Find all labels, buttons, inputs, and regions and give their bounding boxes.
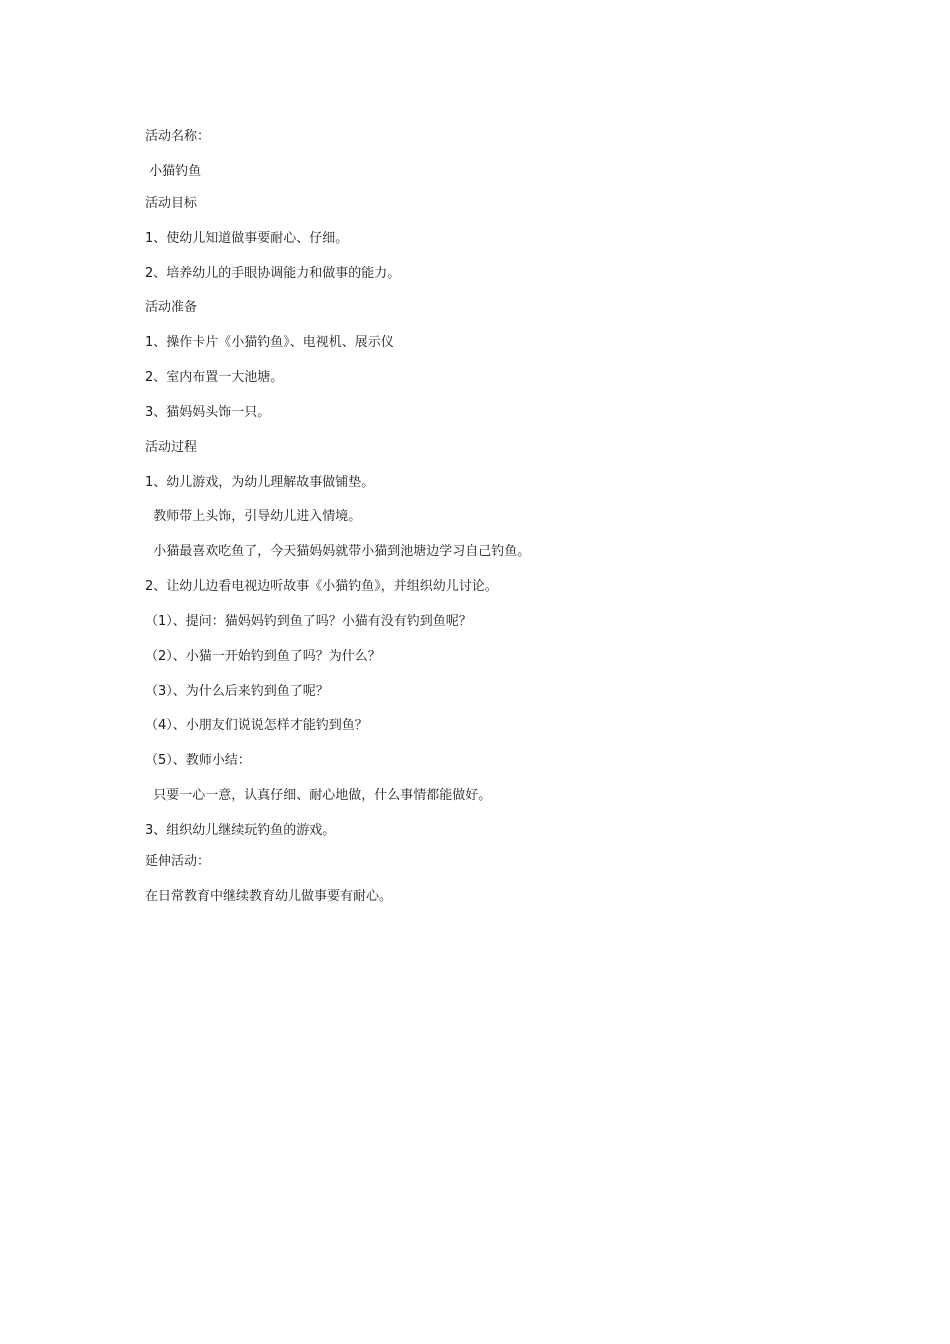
process-item-1-detail-2: 小猫最喜欢吃鱼了，今天猫妈妈就带小猫到池塘边学习自己钓鱼。 [145,544,531,559]
heading-activity-process: 活动过程 [145,440,198,455]
question-2: （2）、小猫一开始钓到鱼了吗？为什么？ [145,649,381,664]
process-item-1-detail-1: 教师带上头饰，引导幼儿进入情境。 [145,509,362,524]
heading-activity-name: 活动名称： [145,129,211,144]
heading-activity-goals: 活动目标 [145,196,198,211]
extension-item: 在日常教育中继续教育幼儿做事要有耐心。 [145,889,393,904]
preparation-item-1: 1、操作卡片《小猫钓鱼》、电视机、展示仪 [145,335,394,350]
heading-extension-activity: 延伸活动： [145,854,211,869]
process-item-2: 2、让幼儿边看电视边听故事《小猫钓鱼》，并组织幼儿讨论。 [145,579,498,594]
activity-title: 小猫钓鱼 [145,164,202,179]
question-5: （5）、教师小结： [145,753,251,768]
teacher-summary: 只要一心一意，认真仔细、耐心地做，什么事情都能做好。 [145,788,492,803]
question-1: （1）、提问：猫妈妈钓到鱼了吗？小猫有没有钓到鱼呢？ [145,614,472,629]
goal-item-1: 1、使幼儿知道做事要耐心、仔细。 [145,231,349,246]
heading-activity-preparation: 活动准备 [145,300,198,315]
process-item-1: 1、幼儿游戏，为幼儿理解故事做铺垫。 [145,475,375,490]
preparation-item-2: 2、室内布置一大池塘。 [145,370,284,385]
process-item-3: 3、组织幼儿继续玩钓鱼的游戏。 [145,823,336,838]
question-4: （4）、小朋友们说说怎样才能钓到鱼？ [145,718,368,733]
goal-item-2: 2、培养幼儿的手眼协调能力和做事的能力。 [145,266,401,281]
question-3: （3）、为什么后来钓到鱼了呢？ [145,684,329,699]
preparation-item-3: 3、猫妈妈头饰一只。 [145,405,271,420]
